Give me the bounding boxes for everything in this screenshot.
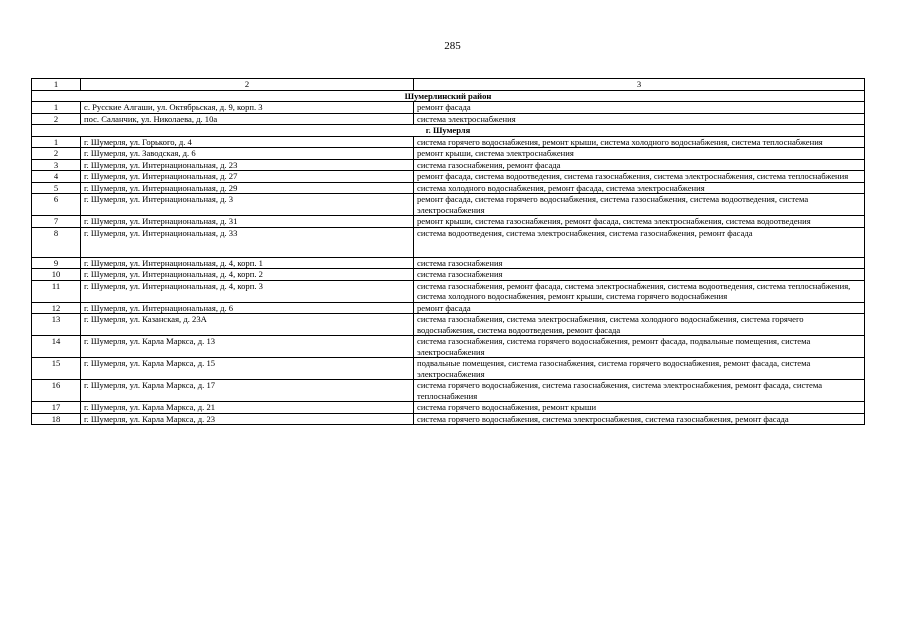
row-number: 17 — [32, 402, 81, 414]
row-address: г. Шумерля, ул. Интернациональная, д. 4, корп. 1 — [81, 257, 414, 269]
table-row — [32, 171, 865, 183]
table-row — [32, 257, 865, 269]
row-number: 7 — [32, 216, 81, 228]
row-address: г. Шумерля, ул. Карла Маркса, д. 17 — [81, 380, 414, 402]
table-row — [32, 402, 865, 414]
row-number: 13 — [32, 314, 81, 336]
row-works: система газоснабжения, система электроснабжения, система холодного водоснабжения, система горячего водоснабжения, система водоотведения, ремонт фасада — [414, 314, 865, 336]
row-works: система газоснабжения, система горячего водоснабжения, ремонт фасада, подвальные помещения, система электроснабжения — [414, 336, 865, 358]
row-number: 11 — [32, 280, 81, 302]
row-number: 5 — [32, 182, 81, 194]
row-works: система газоснабжения, ремонт фасада, система электроснабжения, система водоотведения, система теплоснабжения, система холодного водоснабжения, ремонт крыши, система горячего водоснабжения — [414, 280, 865, 302]
row-works: система газоснабжения — [414, 257, 865, 269]
row-number: 2 — [32, 148, 81, 160]
row-works: ремонт фасада — [414, 102, 865, 114]
row-number: 16 — [32, 380, 81, 402]
row-works: ремонт крыши, система электроснабжения — [414, 148, 865, 160]
row-works: система горячего водоснабжения, ремонт крыши — [414, 402, 865, 414]
row-address: г. Шумерля, ул. Интернациональная, д. 23 — [81, 159, 414, 171]
row-works: система электроснабжения — [414, 113, 865, 125]
table-row — [32, 380, 865, 402]
row-number: 12 — [32, 302, 81, 314]
row-address: г. Шумерля, ул. Интернациональная, д. 27 — [81, 171, 414, 183]
row-number: 2 — [32, 113, 81, 125]
table-row — [32, 113, 865, 125]
row-address: г. Шумерля, ул. Горького, д. 4 — [81, 136, 414, 148]
table-row — [32, 159, 865, 171]
row-address: г. Шумерля, ул. Интернациональная, д. 4, корп. 2 — [81, 269, 414, 281]
table-row — [32, 227, 865, 257]
row-address: с. Русские Алгаши, ул. Октябрьская, д. 9, корп. 3 — [81, 102, 414, 114]
row-number: 4 — [32, 171, 81, 183]
row-works: ремонт фасада — [414, 302, 865, 314]
row-address: г. Шумерля, ул. Интернациональная, д. 29 — [81, 182, 414, 194]
table-row — [32, 148, 865, 160]
row-works: ремонт фасада, система горячего водоснабжения, система газоснабжения, система водоотведения, система электроснабжения — [414, 194, 865, 216]
row-works: система горячего водоснабжения, система газоснабжения, система электроснабжения, ремонт фасада, система теплоснабжения — [414, 380, 865, 402]
header-col-1: 1 — [32, 79, 81, 91]
row-number: 15 — [32, 358, 81, 380]
row-address: г. Шумерля, ул. Интернациональная, д. 6 — [81, 302, 414, 314]
header-col-2: 2 — [81, 79, 414, 91]
table-row — [32, 136, 865, 148]
row-address: г. Шумерля, ул. Интернациональная, д. 3 — [81, 194, 414, 216]
table-row — [32, 102, 865, 114]
row-address: г. Шумерля, ул. Интернациональная, д. 31 — [81, 216, 414, 228]
section-title: Шумерлинский район — [32, 90, 865, 102]
row-works: ремонт фасада, система водоотведения, система газоснабжения, система электроснабжения, система теплоснабжения — [414, 171, 865, 183]
page-number: 285 — [444, 40, 461, 52]
row-number: 1 — [32, 136, 81, 148]
header-col-3: 3 — [414, 79, 865, 91]
header-row — [32, 79, 865, 91]
table-row — [32, 336, 865, 358]
row-works: система горячего водоснабжения, ремонт крыши, система холодного водоснабжения, система теплоснабжения — [414, 136, 865, 148]
row-number: 1 — [32, 102, 81, 114]
table-row — [32, 302, 865, 314]
section-row — [32, 125, 865, 137]
table-row — [32, 182, 865, 194]
row-address: г. Шумерля, ул. Карла Маркса, д. 15 — [81, 358, 414, 380]
table-row — [32, 413, 865, 425]
row-works: система горячего водоснабжения, система электроснабжения, система газоснабжения, ремонт фасада — [414, 413, 865, 425]
row-address: пос. Саланчик, ул. Николаева, д. 10а — [81, 113, 414, 125]
row-works: ремонт крыши, система газоснабжения, ремонт фасада, система электроснабжения, система водоотведения — [414, 216, 865, 228]
buildings-table — [31, 78, 865, 425]
row-address: г. Шумерля, ул. Интернациональная, д. 33 — [81, 227, 414, 257]
row-number: 18 — [32, 413, 81, 425]
table-row — [32, 358, 865, 380]
row-address: г. Шумерля, ул. Казанская, д. 23А — [81, 314, 414, 336]
row-works: система газоснабжения, ремонт фасада — [414, 159, 865, 171]
section-title: г. Шумерля — [32, 125, 865, 137]
table-row — [32, 280, 865, 302]
row-works: система водоотведения, система электроснабжения, система газоснабжения, ремонт фасада — [414, 227, 865, 257]
row-address: г. Шумерля, ул. Карла Маркса, д. 13 — [81, 336, 414, 358]
section-row — [32, 90, 865, 102]
row-address: г. Шумерля, ул. Интернациональная, д. 4, корп. 3 — [81, 280, 414, 302]
row-address: г. Шумерля, ул. Карла Маркса, д. 21 — [81, 402, 414, 414]
row-number: 9 — [32, 257, 81, 269]
row-number: 10 — [32, 269, 81, 281]
row-number: 6 — [32, 194, 81, 216]
table-row — [32, 314, 865, 336]
row-address: г. Шумерля, ул. Карла Маркса, д. 23 — [81, 413, 414, 425]
row-works: система газоснабжения — [414, 269, 865, 281]
row-number: 8 — [32, 227, 81, 257]
row-number: 14 — [32, 336, 81, 358]
row-works: подвальные помещения, система газоснабжения, система горячего водоснабжения, ремонт фасада, система электроснабжения — [414, 358, 865, 380]
table-row — [32, 194, 865, 216]
table-row — [32, 269, 865, 281]
row-number: 3 — [32, 159, 81, 171]
row-works: система холодного водоснабжения, ремонт фасада, система электроснабжения — [414, 182, 865, 194]
row-address: г. Шумерля, ул. Заводская, д. 6 — [81, 148, 414, 160]
table-row — [32, 216, 865, 228]
